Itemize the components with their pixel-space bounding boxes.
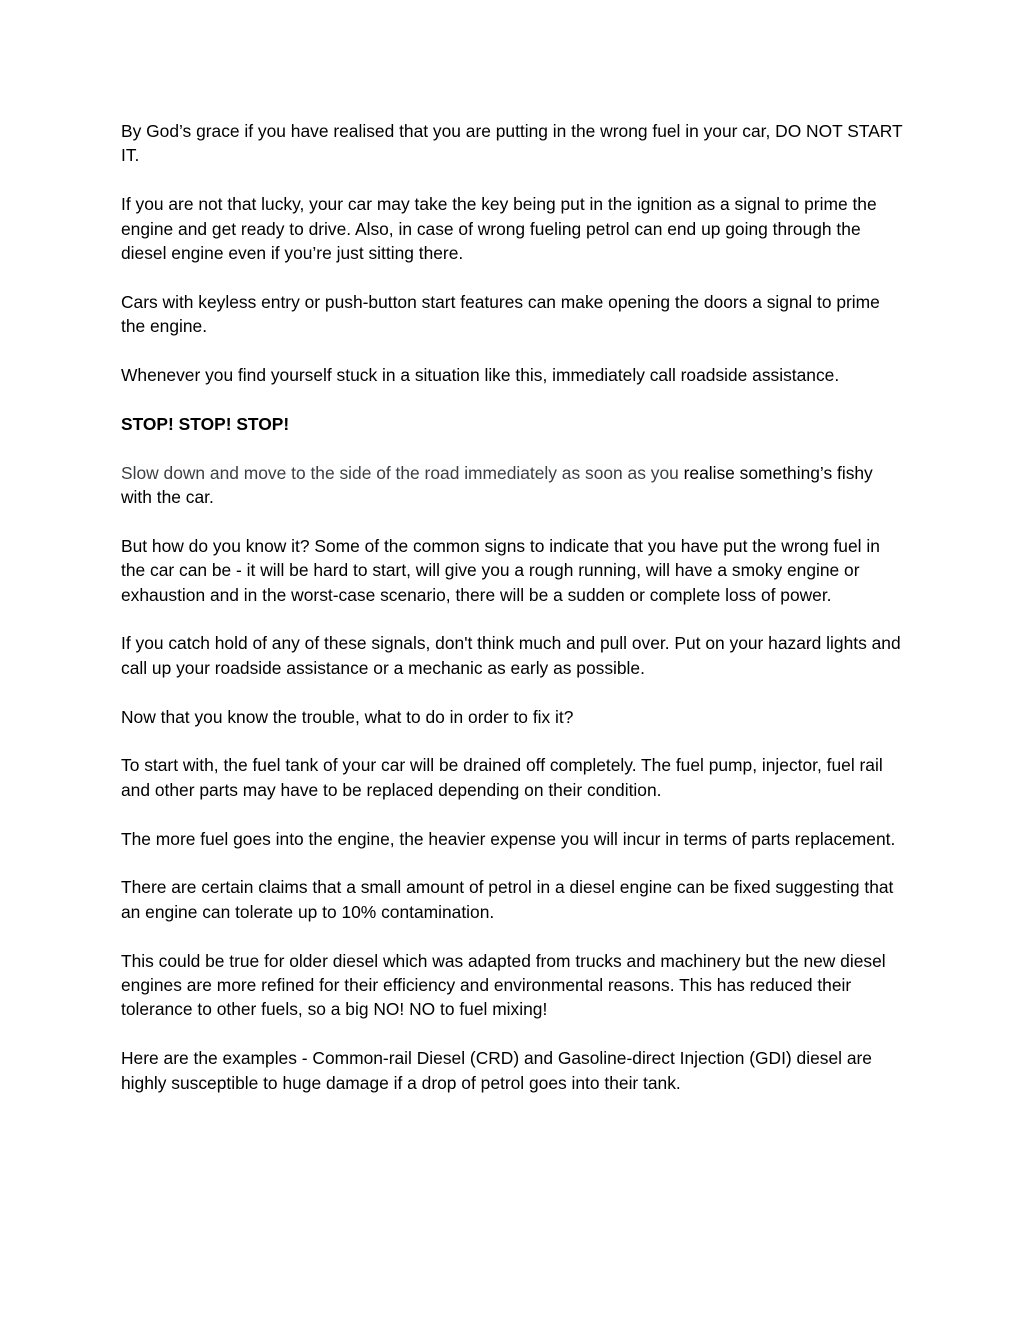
paragraph-examples: Here are the examples - Common-rail Diesel (CRD) and Gasoline-direct Injection (GDI) diesel are highly susceptible to huge damage if a drop of petrol goes into their tank. <box>121 1048 872 1093</box>
paragraph-common-signs: But how do you know it? Some of the common signs to indicate that you have put the wrong fuel in the car can be - it will be hard to start, will give you a rough running, will have a smoky engine or exhaustion and in the worst-case scenario, there will be a sudden or complete loss of power. <box>121 535 880 605</box>
paragraph-slow-down <box>121 461 906 510</box>
paragraph-contamination-claims: There are certain claims that a small amount of petrol in a diesel engine can be fixed suggesting that an engine can tolerate up to 10% contamination. <box>121 877 894 922</box>
paragraph-ignition-priming: If you are not that lucky, your car may take the key being put in the ignition as a signal to prime the engine and get ready to drive. Also, in case of wrong fueling petrol can end up going through the diesel engine even if you’re just sitting there. <box>121 194 877 264</box>
document-body <box>121 119 906 1119</box>
paragraph-older-diesel: This could be true for older diesel which was adapted from trucks and machinery but the new diesel engines are more refined for their efficiency and environmental reasons. This has reduced their tolerance to other fuels, so a big NO! NO to fuel mixing! <box>121 950 886 1020</box>
paragraph-do-not-start: By God’s grace if you have realised that you are putting in the wrong fuel in your car, DO NOT START IT. <box>121 121 903 166</box>
heading-stop: STOP! STOP! STOP! <box>121 413 290 434</box>
paragraph-pull-over: If you catch hold of any of these signals, don't think much and pull over. Put on your hazard lights and call up your roadside assistance or a mechanic as early as possible. <box>121 633 901 678</box>
paragraph-how-to-fix: Now that you know the trouble, what to do in order to fix it? <box>121 706 574 727</box>
paragraph-slow-down-text: realise something’s fishy with the car. <box>121 462 873 508</box>
paragraph-keyless-entry: Cars with keyless entry or push-button start features can make opening the doors a signal to prime the engine. <box>121 291 880 337</box>
paragraph-call-assistance: Whenever you find yourself stuck in a situation like this, immediately call roadside assistance. <box>121 365 840 386</box>
paragraph-expense: The more fuel goes into the engine, the heavier expense you will incur in terms of parts replacement. <box>121 828 896 849</box>
paragraph-drain-tank: To start with, the fuel tank of your car will be drained off completely. The fuel pump, injector, fuel rail and other parts may have to be replaced depending on their condition. <box>121 755 883 800</box>
paragraph-slow-down-muted-text: Slow down and move to the side of the road immediately as soon as you <box>121 462 684 483</box>
